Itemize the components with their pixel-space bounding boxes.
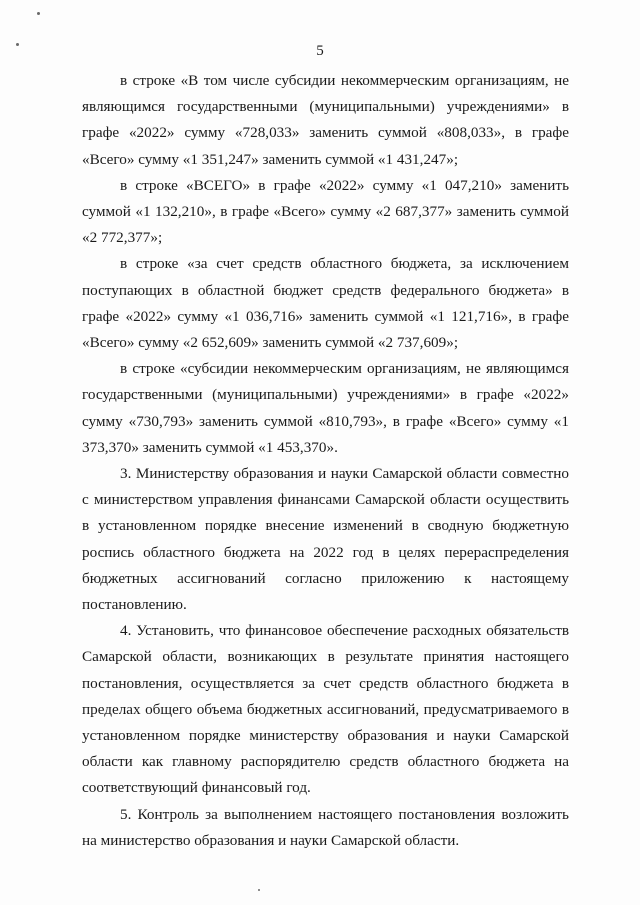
- amendment-paragraph-4: в строке «субсидии некоммерческим организациям, не являющимся государственными (муниципальными) учреждениями» в графе «2022» сумму «730,793» заменить суммой «810,793», в графе «Всего» сумму «1 373,370» заменить суммой «1 453,370».: [82, 360, 569, 456]
- scan-speck: [37, 12, 40, 15]
- scan-speck: [258, 889, 260, 891]
- amendment-paragraph-1: в строке «В том числе субсидии некоммерческим организациям, не являющимся государственными (муниципальными) учреждениями» в графе «2022» сумму «728,033» заменить суммой «808,033», в графе «Всего» сумму «1 351,247» заменить суммой «1 431,247»;: [82, 72, 569, 168]
- amendment-paragraph-2: в строке «ВСЕГО» в графе «2022» сумму «1 047,210» заменить суммой «1 132,210», в графе «Всего» сумму «2 687,377» заменить суммой «2 772,377»;: [82, 176, 569, 247]
- amendment-paragraph-3: в строке «за счет средств областного бюджета, за исключением поступающих в областной бюджет средств федерального бюджета» в графе «2022» сумму «1 036,716» заменить суммой «1 121,716», в графе «Всего» сумму «2 652,609» заменить суммой «2 737,609»;: [82, 255, 569, 352]
- clause-4-paragraph: 4. Установить, что финансовое обеспечение расходных обязательств Самарской области, возникающих в результате принятия настоящего постановления, осуществляется за счет средств областного бюджета в пределах общего объема бюджетных ассигнований, предусматриваемого в установленном порядке министерству образования и науки Самарской области как главному распорядителю средств областного бюджета на соответствующий финансовый год.: [82, 622, 569, 797]
- page-number: 5: [316, 43, 324, 59]
- document-body: [82, 68, 569, 854]
- clause-5-paragraph: 5. Контроль за выполнением настоящего постановления возложить на министерство образования и науки Самарской области.: [82, 805, 569, 849]
- clause-3-paragraph: 3. Министерству образования и науки Самарской области совместно с министерством управления финансами Самарской области осуществить в установленном порядке внесение изменений в сводную бюджетную роспись областного бюджета на 2022 год в целях перераспределения бюджетных ассигнований согласно приложению к настоящему постановлению.: [82, 465, 569, 614]
